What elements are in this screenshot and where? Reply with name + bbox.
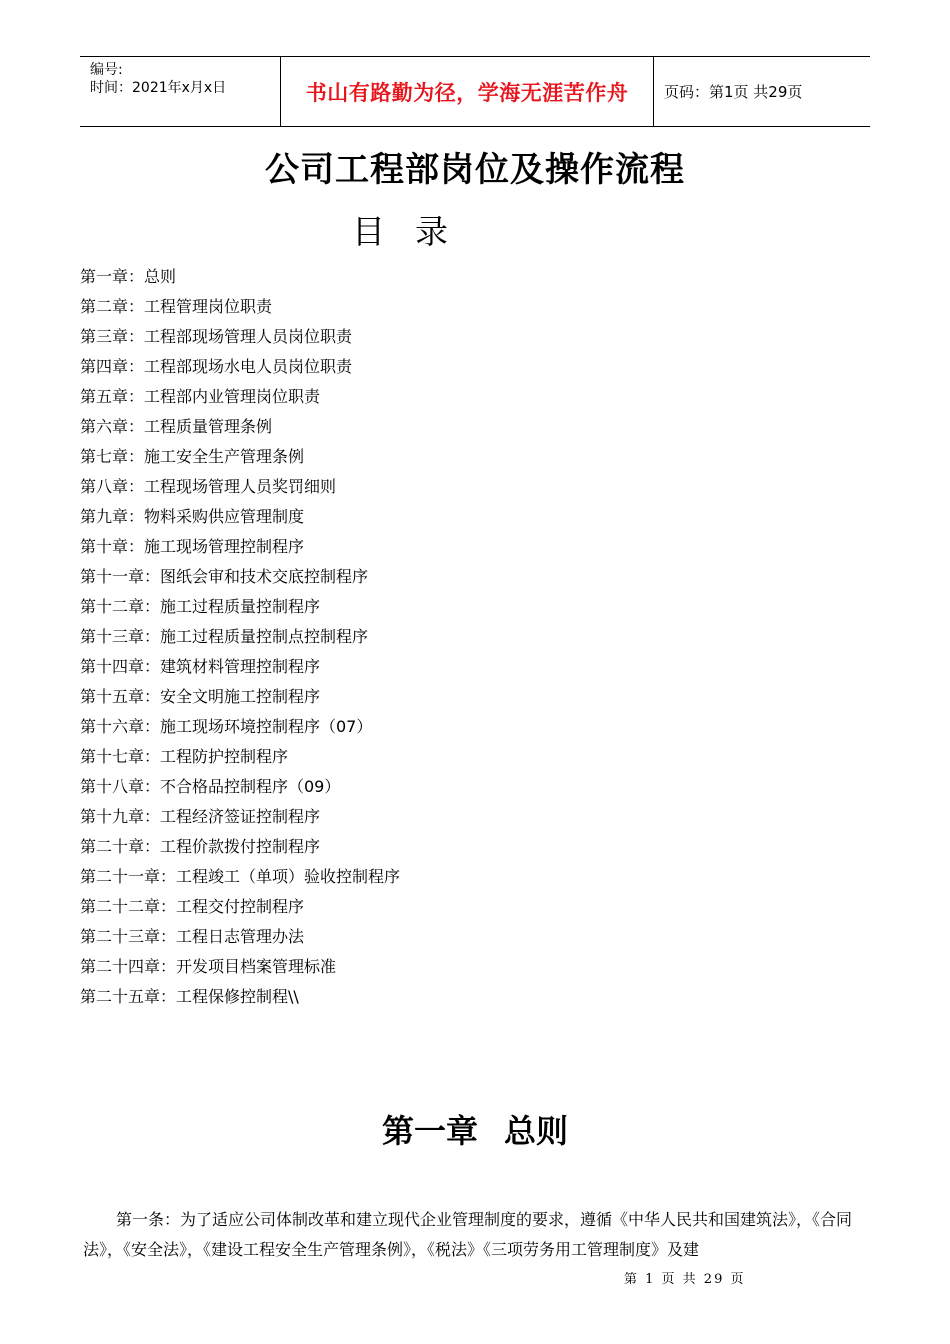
toc-item[interactable]: 第二十二章：工程交付控制程序 [80,897,305,916]
toc-item[interactable]: 第二章：工程管理岗位职责 [80,297,273,316]
serial-label: 编号: [90,62,123,78]
toc-item[interactable]: 第二十四章：开发项目档案管理标准 [80,957,337,976]
toc-item[interactable]: 第十章：施工现场管理控制程序 [80,537,305,556]
document-title: 公司工程部岗位及操作流程 [265,150,685,190]
toc-item[interactable]: 第十四章：建筑材料管理控制程序 [80,657,321,676]
header-motto-cell [281,57,654,126]
toc-item[interactable]: 第十九章：工程经济签证控制程序 [80,807,321,826]
page-info: 页码：第1页 共29页 [664,83,803,101]
toc-item[interactable]: 第十二章：施工过程质量控制程序 [80,597,321,616]
header-meta-cell [80,57,281,126]
chapter-number: 第一章 [381,1112,478,1150]
toc-item[interactable]: 第六章：工程质量管理条例 [80,417,273,436]
toc-item[interactable]: 第十三章：施工过程质量控制点控制程序 [80,627,369,646]
toc-item[interactable]: 第十七章：工程防护控制程序 [80,747,289,766]
toc-item[interactable]: 第八章：工程现场管理人员奖罚细则 [80,477,337,496]
toc-item[interactable]: 第三章：工程部现场管理人员岗位职责 [80,327,353,346]
article-paragraph: 第一条：为了适应公司体制改革和建立现代企业管理制度的要求，遵循《中华人民共和国建筑法》，《合同法》，《安全法》，《建设工程安全生产管理条例》，《税法》《三项劳务用工管理制度》及建 [83,1210,853,1259]
toc-heading: 目录 [352,212,478,251]
toc-item[interactable]: 第十八章：不合格品控制程序（09） [80,777,341,796]
chapter-title [0,1106,950,1152]
toc-item[interactable]: 第二十一章：工程竣工（单项）验收控制程序 [80,867,401,886]
toc-item[interactable]: 第十五章：安全文明施工控制程序 [80,687,321,706]
toc-item[interactable]: 第一章：总则 [80,267,177,286]
toc-item[interactable]: 第四章：工程部现场水电人员岗位职责 [80,357,353,376]
page-footer: 第 1 页 共 29 页 [624,1272,746,1287]
toc-item[interactable]: 第二十章：工程价款拨付控制程序 [80,837,321,856]
time-label: 时间：2021年x月x日 [90,80,227,96]
toc-item[interactable]: 第九章：物料采购供应管理制度 [80,507,305,526]
table-of-contents [80,264,400,1014]
toc-item[interactable]: 第二十五章：工程保修控制程\\ [80,987,299,1006]
toc-item[interactable]: 第十一章：图纸会审和技术交底控制程序 [80,567,369,586]
page-header [80,56,870,127]
header-page-cell [654,57,870,126]
toc-item[interactable]: 第五章：工程部内业管理岗位职责 [80,387,321,406]
toc-item[interactable]: 第十六章：施工现场环境控制程序（07） [80,717,373,736]
chapter-name: 总则 [504,1112,569,1150]
motto-text: 书山有路勤为径，学海无涯苦作舟 [305,80,629,105]
toc-item[interactable]: 第二十三章：工程日志管理办法 [80,927,305,946]
toc-item[interactable]: 第七章：施工安全生产管理条例 [80,447,305,466]
